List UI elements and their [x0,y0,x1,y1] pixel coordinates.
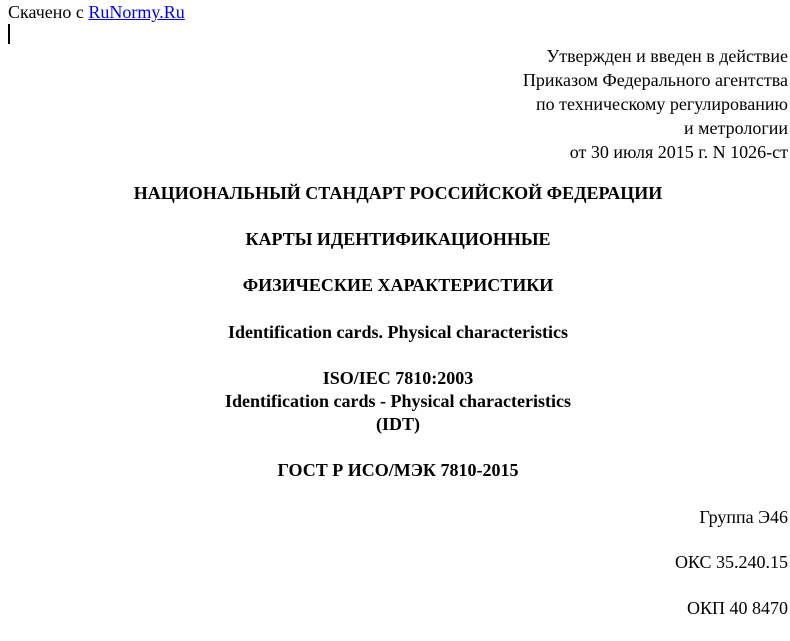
group-code: Группа Э46 [699,507,788,527]
source-prefix: Скачено с [8,2,89,22]
source-line [8,0,185,24]
approval-line: по техническому регулированию [535,94,788,114]
approval-line: Утвержден и введен в действие [546,46,788,66]
approval-line: от 30 июля 2015 г. N 1026-ст [569,142,788,162]
iso-degree: (IDT) [376,414,420,434]
iso-number: ISO/IEC 7810:2003 [322,368,474,388]
document-title-ru-2: ФИЗИЧЕСКИЕ ХАРАКТЕРИСТИКИ [242,275,554,295]
text-cursor [8,24,10,44]
iso-title: Identification cards - Physical characteristics [225,391,571,411]
document-title-en: Identification cards. Physical characteristics [228,322,568,342]
national-standard-heading: НАЦИОНАЛЬНЫЙ СТАНДАРТ РОССИЙСКОЙ ФЕДЕРАЦИИ [133,183,663,203]
approval-line: Приказом Федерального агентства [522,70,788,90]
gost-number: ГОСТ Р ИСО/МЭК 7810-2015 [277,460,519,480]
approval-block [523,44,788,164]
okp-code: ОКП 40 8470 [686,598,788,618]
oks-code: ОКС 35.240.15 [674,552,788,572]
source-link[interactable]: RuNormy.Ru [88,2,185,22]
approval-line: и метрологии [684,118,788,138]
document-title-ru-1: КАРТЫ ИДЕНТИФИКАЦИОННЫЕ [245,229,551,249]
